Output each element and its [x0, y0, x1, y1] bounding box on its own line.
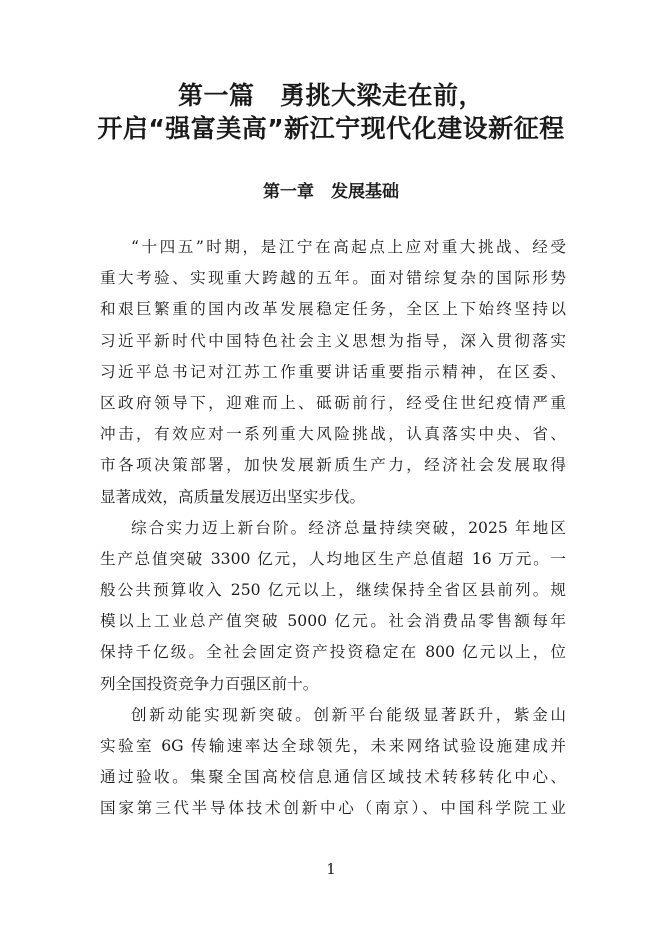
text-line: 冲击，有效应对一系列重大风险挑战，认真落实中央、省、: [100, 425, 566, 444]
text-line: 生产总值突破 3300 亿元，人均地区生产总值超 16 万元。一: [100, 549, 566, 568]
text-line: 习近平总书记对江苏工作重要讲话重要指示精神，在区委、: [100, 362, 566, 381]
text-line: 模以上工业总产值突破 5000 亿元。社会消费品零售额每年: [100, 612, 566, 631]
text-line: 保持千亿级。全社会固定资产投资稳定在 800 亿元以上，位: [100, 643, 566, 662]
text-line: 显著成效，高质量发展迈出坚实步伐。: [100, 487, 366, 506]
paragraph-innovation: [100, 700, 566, 825]
text-line: 实验室 6G 传输速率达全球领先，未来网络试验设施建成并: [100, 737, 566, 755]
page-number: 1: [326, 860, 336, 878]
paragraph-overview: [100, 232, 566, 513]
text-line: 习近平新时代中国特色社会主义思想为指导，深入贯彻落实: [100, 331, 566, 350]
text-line: 通过验收。集聚全国高校信息通信区域技术转移转化中心、: [100, 768, 566, 787]
text-line: 和艰巨繁重的国内改革发展稳定任务，全区上下始终坚持以: [100, 300, 566, 319]
text-line: 国家第三代半导体技术创新中心（南京）、中国科学院工业: [100, 799, 566, 818]
text-line: 创新动能实现新突破。创新平台能级显著跃升，紫金山: [131, 705, 566, 724]
paragraph-comprehensive-strength: [100, 513, 566, 700]
text-line: 市各项决策部署，加快发展新质生产力，经济社会发展取得: [100, 456, 566, 475]
part-title-line-2: 开启“强富美高”新江宁现代化建设新征程: [97, 114, 565, 143]
text-line: 重大考验、实现重大跨越的五年。面对错综复杂的国际形势: [100, 269, 566, 288]
part-title-line-1: 第一篇 勇挑大梁走在前，: [177, 81, 484, 110]
body-text: [100, 232, 566, 825]
chapter-heading: 第一章 发展基础: [263, 182, 399, 202]
text-line: 般公共预算收入 250 亿元以上，继续保持全省区县前列。规: [100, 581, 566, 600]
text-line: 综合实力迈上新台阶。经济总量持续突破，2025 年地区: [131, 518, 566, 537]
text-line: 列全国投资竞争力百强区前十。: [100, 674, 319, 693]
text-line: 区政府领导下，迎难而上、砥砺前行，经受住世纪疫情严重: [100, 393, 566, 412]
text-line: “十四五”时期，是江宁在高起点上应对重大挑战、经受: [131, 238, 566, 256]
